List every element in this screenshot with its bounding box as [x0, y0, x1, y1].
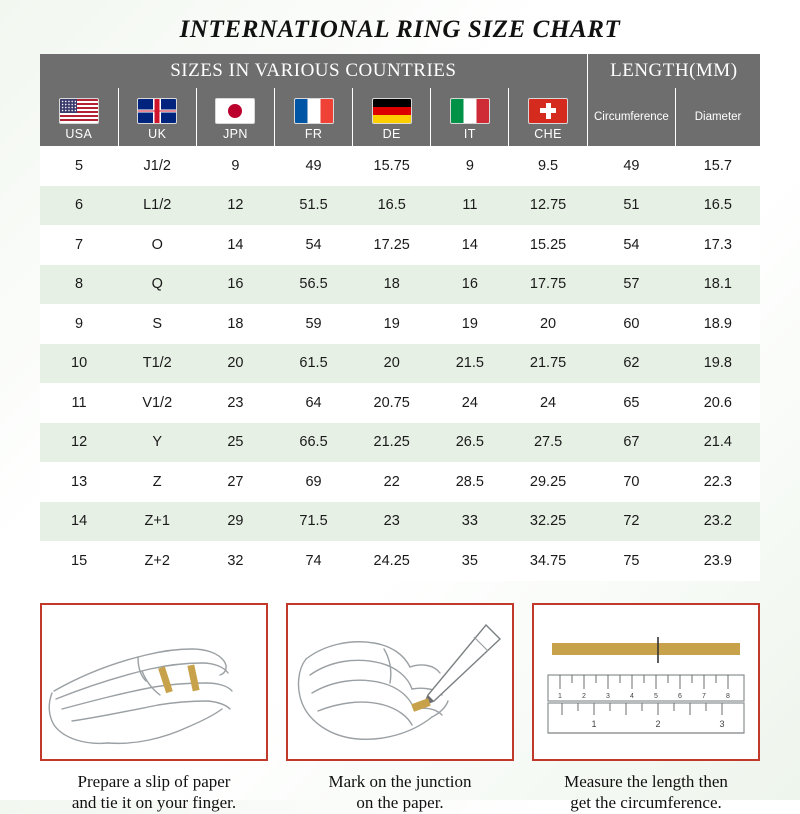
- country-label-che: CHE: [534, 127, 562, 141]
- cell-diameter: 23.2: [676, 502, 760, 542]
- svg-text:3: 3: [606, 693, 610, 700]
- cell-che: 24: [509, 383, 587, 423]
- cell-usa: 10: [40, 344, 118, 384]
- step-3-caption-line2: get the circumference.: [532, 792, 760, 814]
- cell-circumference: 72: [587, 502, 675, 542]
- country-label-it: IT: [464, 127, 476, 141]
- cell-usa: 9: [40, 304, 118, 344]
- cell-jpn: 16: [196, 265, 274, 305]
- cell-jpn: 14: [196, 225, 274, 265]
- cell-diameter: 18.9: [676, 304, 760, 344]
- table-row: [40, 344, 760, 384]
- cell-circumference: 75: [587, 541, 675, 581]
- flag-germany-icon: [372, 98, 412, 124]
- cell-che: 27.5: [509, 423, 587, 463]
- country-header-de: [353, 88, 431, 146]
- cell-che: 17.75: [509, 265, 587, 305]
- cell-it: 28.5: [431, 462, 509, 502]
- cell-de: 16.5: [353, 186, 431, 226]
- svg-text:6: 6: [678, 693, 682, 700]
- pen-shape: [424, 625, 500, 705]
- cell-diameter: 15.7: [676, 146, 760, 186]
- instruction-step-1: [40, 603, 268, 814]
- table-body: [40, 146, 760, 581]
- table-row: [40, 383, 760, 423]
- cell-it: 11: [431, 186, 509, 226]
- step-3-illustration-box: [532, 603, 760, 761]
- group-header-countries: SIZES IN VARIOUS COUNTRIES: [40, 54, 587, 88]
- cell-circumference: 67: [587, 423, 675, 463]
- table-group-header-row: [40, 54, 760, 88]
- cell-de: 21.25: [353, 423, 431, 463]
- cell-fr: 69: [274, 462, 352, 502]
- step-2-caption-line2: on the paper.: [286, 792, 514, 814]
- marked-paper-strip: [411, 698, 431, 712]
- table-row: [40, 502, 760, 542]
- cell-de: 24.25: [353, 541, 431, 581]
- cell-che: 34.75: [509, 541, 587, 581]
- cell-jpn: 32: [196, 541, 274, 581]
- group-header-length: LENGTH(MM): [587, 54, 760, 88]
- cell-fr: 59: [274, 304, 352, 344]
- svg-text:2: 2: [582, 693, 586, 700]
- cell-uk: Z: [118, 462, 196, 502]
- svg-text:2: 2: [655, 719, 660, 729]
- length-header-circumference: Circumference: [587, 88, 675, 146]
- cell-jpn: 12: [196, 186, 274, 226]
- cell-diameter: 20.6: [676, 383, 760, 423]
- cell-usa: 6: [40, 186, 118, 226]
- cell-it: 19: [431, 304, 509, 344]
- cell-che: 15.25: [509, 225, 587, 265]
- cell-fr: 66.5: [274, 423, 352, 463]
- cell-jpn: 29: [196, 502, 274, 542]
- ruler-bottom: [548, 703, 744, 733]
- cell-che: 9.5: [509, 146, 587, 186]
- hand-marking-pen-illustration: [288, 605, 512, 759]
- cell-che: 20: [509, 304, 587, 344]
- cell-diameter: 17.3: [676, 225, 760, 265]
- table-row: [40, 541, 760, 581]
- country-label-usa: USA: [65, 127, 92, 141]
- cell-diameter: 23.9: [676, 541, 760, 581]
- cell-che: 32.25: [509, 502, 587, 542]
- step-3-caption-line1: Measure the length then: [532, 771, 760, 793]
- cell-it: 9: [431, 146, 509, 186]
- cell-de: 20: [353, 344, 431, 384]
- cell-fr: 51.5: [274, 186, 352, 226]
- cell-jpn: 25: [196, 423, 274, 463]
- cell-de: 23: [353, 502, 431, 542]
- country-header-it: [431, 88, 509, 146]
- svg-text:1: 1: [558, 693, 562, 700]
- ruler-measuring-strip-illustration: [534, 605, 758, 759]
- cell-it: 24: [431, 383, 509, 423]
- paper-strip-shape-2: [187, 664, 199, 691]
- cell-circumference: 51: [587, 186, 675, 226]
- flag-switzerland-icon: [528, 98, 568, 124]
- gold-strip-shape: [552, 643, 740, 655]
- table-row: [40, 304, 760, 344]
- table-row: [40, 423, 760, 463]
- cell-circumference: 54: [587, 225, 675, 265]
- step-1-caption-line1: Prepare a slip of paper: [40, 771, 268, 793]
- cell-uk: V1/2: [118, 383, 196, 423]
- cell-usa: 11: [40, 383, 118, 423]
- cell-de: 18: [353, 265, 431, 305]
- cell-uk: Y: [118, 423, 196, 463]
- cell-usa: 5: [40, 146, 118, 186]
- cell-circumference: 49: [587, 146, 675, 186]
- country-header-fr: [274, 88, 352, 146]
- cell-it: 26.5: [431, 423, 509, 463]
- step-1-caption: [40, 771, 268, 814]
- instruction-step-2: [286, 603, 514, 814]
- svg-text:5: 5: [654, 693, 658, 700]
- cell-circumference: 65: [587, 383, 675, 423]
- cell-it: 35: [431, 541, 509, 581]
- step-2-illustration-box: [286, 603, 514, 761]
- country-header-che: [509, 88, 587, 146]
- instruction-step-3: [532, 603, 760, 814]
- step-3-caption: [532, 771, 760, 814]
- cell-circumference: 57: [587, 265, 675, 305]
- cell-diameter: 22.3: [676, 462, 760, 502]
- country-header-jpn: [196, 88, 274, 146]
- cell-diameter: 16.5: [676, 186, 760, 226]
- cell-uk: Q: [118, 265, 196, 305]
- cell-usa: 13: [40, 462, 118, 502]
- cell-de: 22: [353, 462, 431, 502]
- ruler-top: [548, 675, 744, 701]
- cell-diameter: 19.8: [676, 344, 760, 384]
- cell-uk: Z+1: [118, 502, 196, 542]
- cell-usa: 14: [40, 502, 118, 542]
- step-1-caption-line2: and tie it on your finger.: [40, 792, 268, 814]
- cell-fr: 71.5: [274, 502, 352, 542]
- country-label-jpn: JPN: [223, 127, 248, 141]
- cell-che: 29.25: [509, 462, 587, 502]
- cell-de: 17.25: [353, 225, 431, 265]
- cell-fr: 61.5: [274, 344, 352, 384]
- country-label-uk: UK: [148, 127, 166, 141]
- table-row: [40, 265, 760, 305]
- cell-usa: 7: [40, 225, 118, 265]
- cell-it: 33: [431, 502, 509, 542]
- cell-jpn: 18: [196, 304, 274, 344]
- country-label-de: DE: [383, 127, 401, 141]
- step-1-illustration-box: [40, 603, 268, 761]
- svg-text:4: 4: [630, 693, 634, 700]
- svg-text:8: 8: [726, 693, 730, 700]
- cell-diameter: 18.1: [676, 265, 760, 305]
- cell-usa: 8: [40, 265, 118, 305]
- country-header-uk: [118, 88, 196, 146]
- cell-fr: 74: [274, 541, 352, 581]
- paper-strip-shape: [158, 666, 173, 693]
- cell-uk: O: [118, 225, 196, 265]
- cell-it: 16: [431, 265, 509, 305]
- ring-size-table: [40, 54, 760, 581]
- length-header-diameter: Diameter: [676, 88, 760, 146]
- cell-it: 14: [431, 225, 509, 265]
- cell-de: 15.75: [353, 146, 431, 186]
- cell-usa: 12: [40, 423, 118, 463]
- flag-japan-icon: [215, 98, 255, 124]
- cell-fr: 49: [274, 146, 352, 186]
- cell-che: 21.75: [509, 344, 587, 384]
- cell-uk: Z+2: [118, 541, 196, 581]
- flag-usa-icon: [59, 98, 99, 124]
- step-2-caption-line1: Mark on the junction: [286, 771, 514, 793]
- cell-jpn: 9: [196, 146, 274, 186]
- cell-jpn: 23: [196, 383, 274, 423]
- cell-fr: 64: [274, 383, 352, 423]
- cell-uk: S: [118, 304, 196, 344]
- hand-with-paper-strip-illustration: [42, 605, 266, 759]
- cell-circumference: 70: [587, 462, 675, 502]
- cell-fr: 56.5: [274, 265, 352, 305]
- flag-italy-icon: [450, 98, 490, 124]
- cell-che: 12.75: [509, 186, 587, 226]
- flag-france-icon: [294, 98, 334, 124]
- cell-uk: L1/2: [118, 186, 196, 226]
- cell-circumference: 60: [587, 304, 675, 344]
- cell-fr: 54: [274, 225, 352, 265]
- cell-jpn: 20: [196, 344, 274, 384]
- page-title: INTERNATIONAL RING SIZE CHART: [40, 10, 760, 54]
- svg-text:1: 1: [591, 719, 596, 729]
- cell-diameter: 21.4: [676, 423, 760, 463]
- table-row: [40, 146, 760, 186]
- svg-text:3: 3: [719, 719, 724, 729]
- cell-usa: 15: [40, 541, 118, 581]
- cell-jpn: 27: [196, 462, 274, 502]
- table-country-header-row: [40, 88, 760, 146]
- table-row: [40, 186, 760, 226]
- cell-uk: T1/2: [118, 344, 196, 384]
- svg-text:7: 7: [702, 693, 706, 700]
- instruction-panels: [40, 603, 760, 814]
- cell-uk: J1/2: [118, 146, 196, 186]
- country-label-fr: FR: [305, 127, 322, 141]
- cell-de: 19: [353, 304, 431, 344]
- table-row: [40, 462, 760, 502]
- cell-circumference: 62: [587, 344, 675, 384]
- flag-uk-icon: [137, 98, 177, 124]
- table-row: [40, 225, 760, 265]
- country-header-usa: [40, 88, 118, 146]
- step-2-caption: [286, 771, 514, 814]
- cell-de: 20.75: [353, 383, 431, 423]
- cell-it: 21.5: [431, 344, 509, 384]
